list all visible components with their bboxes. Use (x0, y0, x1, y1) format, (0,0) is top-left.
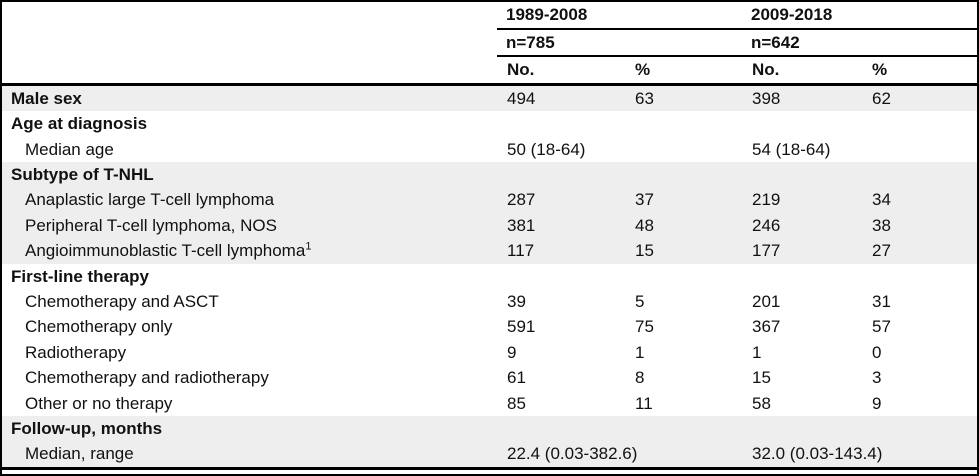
header-period-row (2, 2, 977, 30)
no-1989-cell: 381 (507, 215, 536, 235)
no-1989-cell: 591 (507, 317, 536, 337)
col-head-no-2: No. (752, 60, 780, 79)
col-head-pct-2: % (872, 60, 888, 79)
no-2009-cell: 201 (752, 291, 781, 311)
pct-1989-cell: 1 (635, 342, 645, 362)
no-1989-cell: 50 (18-64) (507, 139, 586, 159)
header-period-group (497, 2, 977, 30)
pct-1989-cell: 11 (635, 393, 653, 413)
no-1989-cell: 9 (507, 342, 517, 362)
no-2009-cell: 177 (752, 241, 781, 261)
pct-1989-cell: 15 (635, 241, 654, 261)
table-row (2, 391, 977, 416)
pct-1989-cell: 5 (635, 291, 645, 311)
section-followup (2, 416, 977, 467)
period-1-label: 1989-2008 (506, 5, 588, 24)
table-row (2, 416, 977, 441)
no-1989-cell: 494 (507, 88, 536, 108)
footnote-marker: 1 (305, 240, 312, 253)
pct-1989-cell: 8 (635, 368, 645, 388)
header-n-row (2, 30, 977, 57)
row-label: Chemotherapy only (25, 317, 173, 337)
table-row (2, 238, 977, 263)
row-label: Follow-up, months (11, 418, 163, 438)
no-2009-cell: 219 (752, 190, 781, 210)
header-columns-row (2, 57, 977, 86)
row-label: Median age (25, 139, 114, 159)
no-1989-cell: 22.4 (0.03-382.6) (507, 444, 638, 464)
section-therapy (2, 264, 977, 416)
pct-2009-cell: 27 (872, 241, 891, 261)
pct-2009-cell: 38 (872, 215, 891, 235)
no-1989-cell: 287 (507, 190, 536, 210)
table-body (2, 86, 977, 467)
table-bottom-margin (2, 470, 977, 474)
no-1989-cell: 61 (507, 368, 526, 388)
table-row (2, 289, 977, 314)
row-label: Anaplastic large T-cell lymphoma (25, 190, 275, 210)
no-2009-cell: 15 (752, 368, 771, 388)
header-n-group (497, 30, 977, 57)
row-label (2, 241, 497, 261)
table-row (2, 162, 977, 187)
pct-1989-cell: 48 (635, 215, 654, 235)
table-row (2, 264, 977, 289)
table-row (2, 111, 977, 136)
row-label: Subtype of T-NHL (11, 164, 154, 184)
pct-2009-cell: 3 (872, 368, 882, 388)
col-head-no-1: No. (507, 60, 535, 79)
row-label: Chemotherapy and radiotherapy (25, 368, 269, 388)
table-row (2, 86, 977, 111)
pct-2009-cell: 62 (872, 88, 891, 108)
table-row (2, 442, 977, 467)
row-label-text: Angioimmunoblastic T-cell lymphoma (25, 241, 306, 261)
pct-1989-cell: 75 (635, 317, 654, 337)
no-2009-cell: 367 (752, 317, 781, 337)
n-count-1: n=785 (506, 32, 555, 52)
pct-2009-cell: 0 (872, 342, 882, 362)
row-label: First-line therapy (11, 266, 149, 286)
table-row (2, 137, 977, 162)
table-row (2, 188, 977, 213)
n-count-2: n=642 (751, 32, 800, 52)
row-label: Age at diagnosis (11, 114, 148, 134)
row-label: Radiotherapy (25, 342, 127, 362)
row-label: Median, range (25, 444, 134, 464)
section-age (2, 111, 977, 162)
no-2009-cell: 1 (752, 342, 762, 362)
pct-2009-cell: 31 (872, 291, 891, 311)
no-2009-cell: 58 (752, 393, 771, 413)
no-2009-cell: 246 (752, 215, 781, 235)
section-male-sex (2, 86, 977, 111)
no-2009-cell: 54 (18-64) (752, 139, 831, 159)
no-1989-cell: 85 (507, 393, 526, 413)
table-row (2, 315, 977, 340)
row-label: Peripheral T-cell lymphoma, NOS (25, 215, 277, 235)
table-row (2, 340, 977, 365)
row-label: Other or no therapy (25, 393, 173, 413)
no-1989-cell: 39 (507, 291, 526, 311)
no-2009-cell: 398 (752, 88, 781, 108)
pct-2009-cell: 9 (872, 393, 882, 413)
pct-1989-cell: 63 (635, 88, 654, 108)
no-2009-cell: 32.0 (0.03-143.4) (752, 444, 883, 464)
pct-2009-cell: 34 (872, 190, 891, 210)
pct-1989-cell: 37 (635, 190, 654, 210)
period-2-label: 2009-2018 (751, 5, 833, 24)
table-row (2, 213, 977, 238)
row-label: Male sex (11, 88, 82, 108)
section-subtype (2, 162, 977, 264)
pct-2009-cell: 57 (872, 317, 891, 337)
col-head-pct-1: % (635, 60, 651, 79)
no-1989-cell: 117 (507, 241, 535, 261)
row-label: Chemotherapy and ASCT (25, 291, 219, 311)
table-row (2, 365, 977, 390)
